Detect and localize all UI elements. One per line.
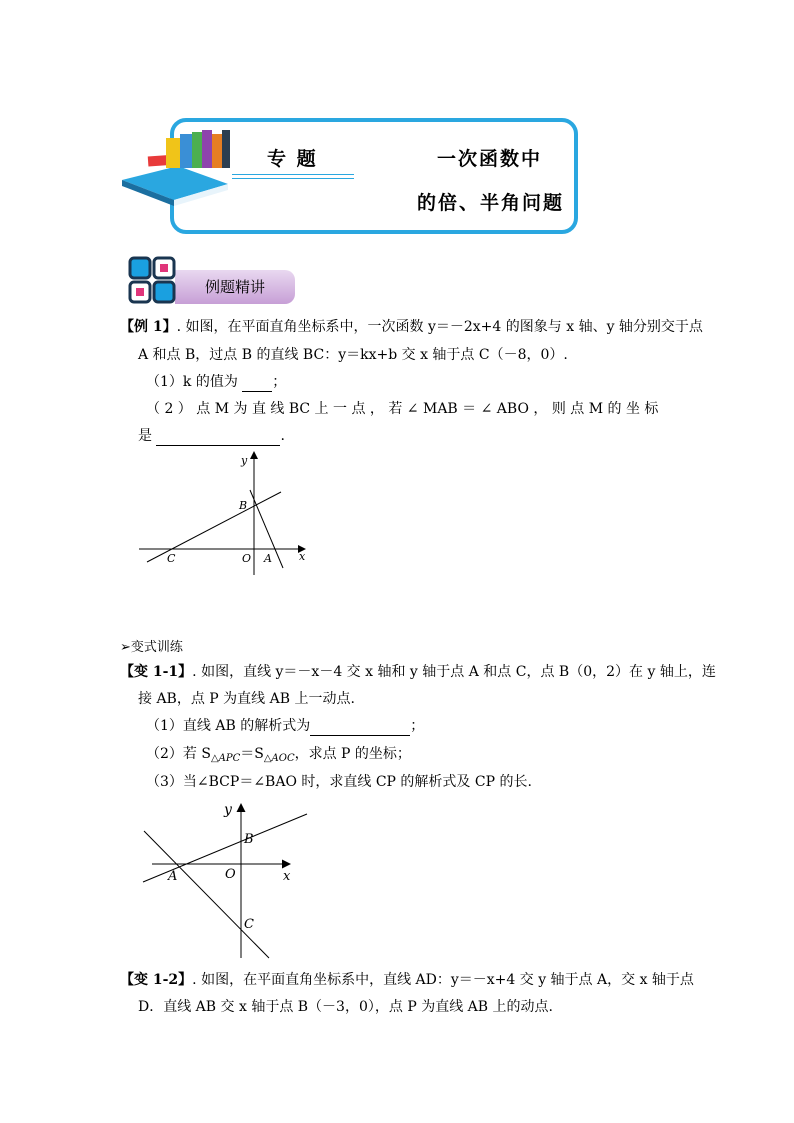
banner-divider — [232, 174, 354, 175]
figure1-coordinate-graph — [135, 448, 315, 578]
banner-title-line2: 的倍、半角问题 — [417, 192, 565, 214]
line-ac — [144, 831, 269, 958]
banner-divider — [232, 178, 354, 179]
variant1-line1: 【变 1-1】. 如图，直线 y＝－x－4 交 x 轴和 y 轴于点 A 和点 C，点 B（0，2）在 y 轴上，连 — [120, 664, 716, 680]
label-y: y — [241, 454, 248, 467]
example1-q2: （ 2 ） 点 M 为 直 线 BC 上 一 点 ， 若 ∠ MAB ＝ ∠ ABO ， 则 点 M 的 坐 标 — [146, 401, 659, 417]
section-tag — [175, 270, 295, 304]
books-icon — [118, 128, 248, 208]
label-o: O — [225, 867, 236, 882]
figure2-coordinate-graph — [138, 798, 308, 963]
label-b: B — [239, 499, 248, 512]
label-a: A — [168, 869, 178, 884]
banner-title-line1: 一次函数中 — [437, 148, 543, 170]
label-a: A — [264, 552, 272, 565]
variant1-q3: （3）当∠BCP＝∠BAO 时，求直线 CP 的解析式及 CP 的长. — [146, 774, 532, 790]
section-tag-label: 例题精讲 — [205, 278, 266, 296]
label-b: B — [244, 832, 254, 847]
practice-header: ➢变式训练 — [120, 640, 183, 655]
label-y: y — [224, 802, 232, 818]
example1-line1: 【例 1】. 如图，在平面直角坐标系中，一次函数 y＝－2x+4 的图象与 x 轴、y 轴分别交于点 — [120, 319, 703, 335]
variant2-line1: 【变 1-2】. 如图，在平面直角坐标系中，直线 AD：y＝－x+4 交 y 轴于点 A，交 x 轴于点 — [120, 972, 694, 988]
label-o: O — [242, 552, 252, 565]
grid-icon — [128, 256, 176, 304]
label-c: C — [244, 917, 254, 932]
example1-q1: （1）k 的值为 ； — [146, 374, 287, 390]
answer-blank — [242, 376, 272, 392]
label-x: x — [299, 550, 306, 563]
label-x: x — [283, 869, 291, 884]
answer-blank — [310, 720, 410, 736]
banner-label: 专 题 — [267, 148, 318, 170]
example1-q2-continued: 是 . — [138, 428, 285, 444]
variant1-q1: （1）直线 AB 的解析式为 ； — [146, 718, 425, 734]
variant2-line2: D．直线 AB 交 x 轴于点 B（－3，0），点 P 为直线 AB 上的动点. — [138, 999, 553, 1015]
label-c: C — [167, 552, 176, 565]
variant1-line2: 接 AB，点 P 为直线 AB 上一动点. — [138, 691, 355, 707]
example1-line2: A 和点 B，过点 B 的直线 BC：y＝kx+b 交 x 轴于点 C（－8，0）. — [138, 347, 568, 363]
answer-blank — [156, 430, 280, 446]
variant1-q2: （2）若 $S_{\triangle APC}=S_{\triangle AOC}$，求点 P 的坐标； — [146, 746, 411, 764]
